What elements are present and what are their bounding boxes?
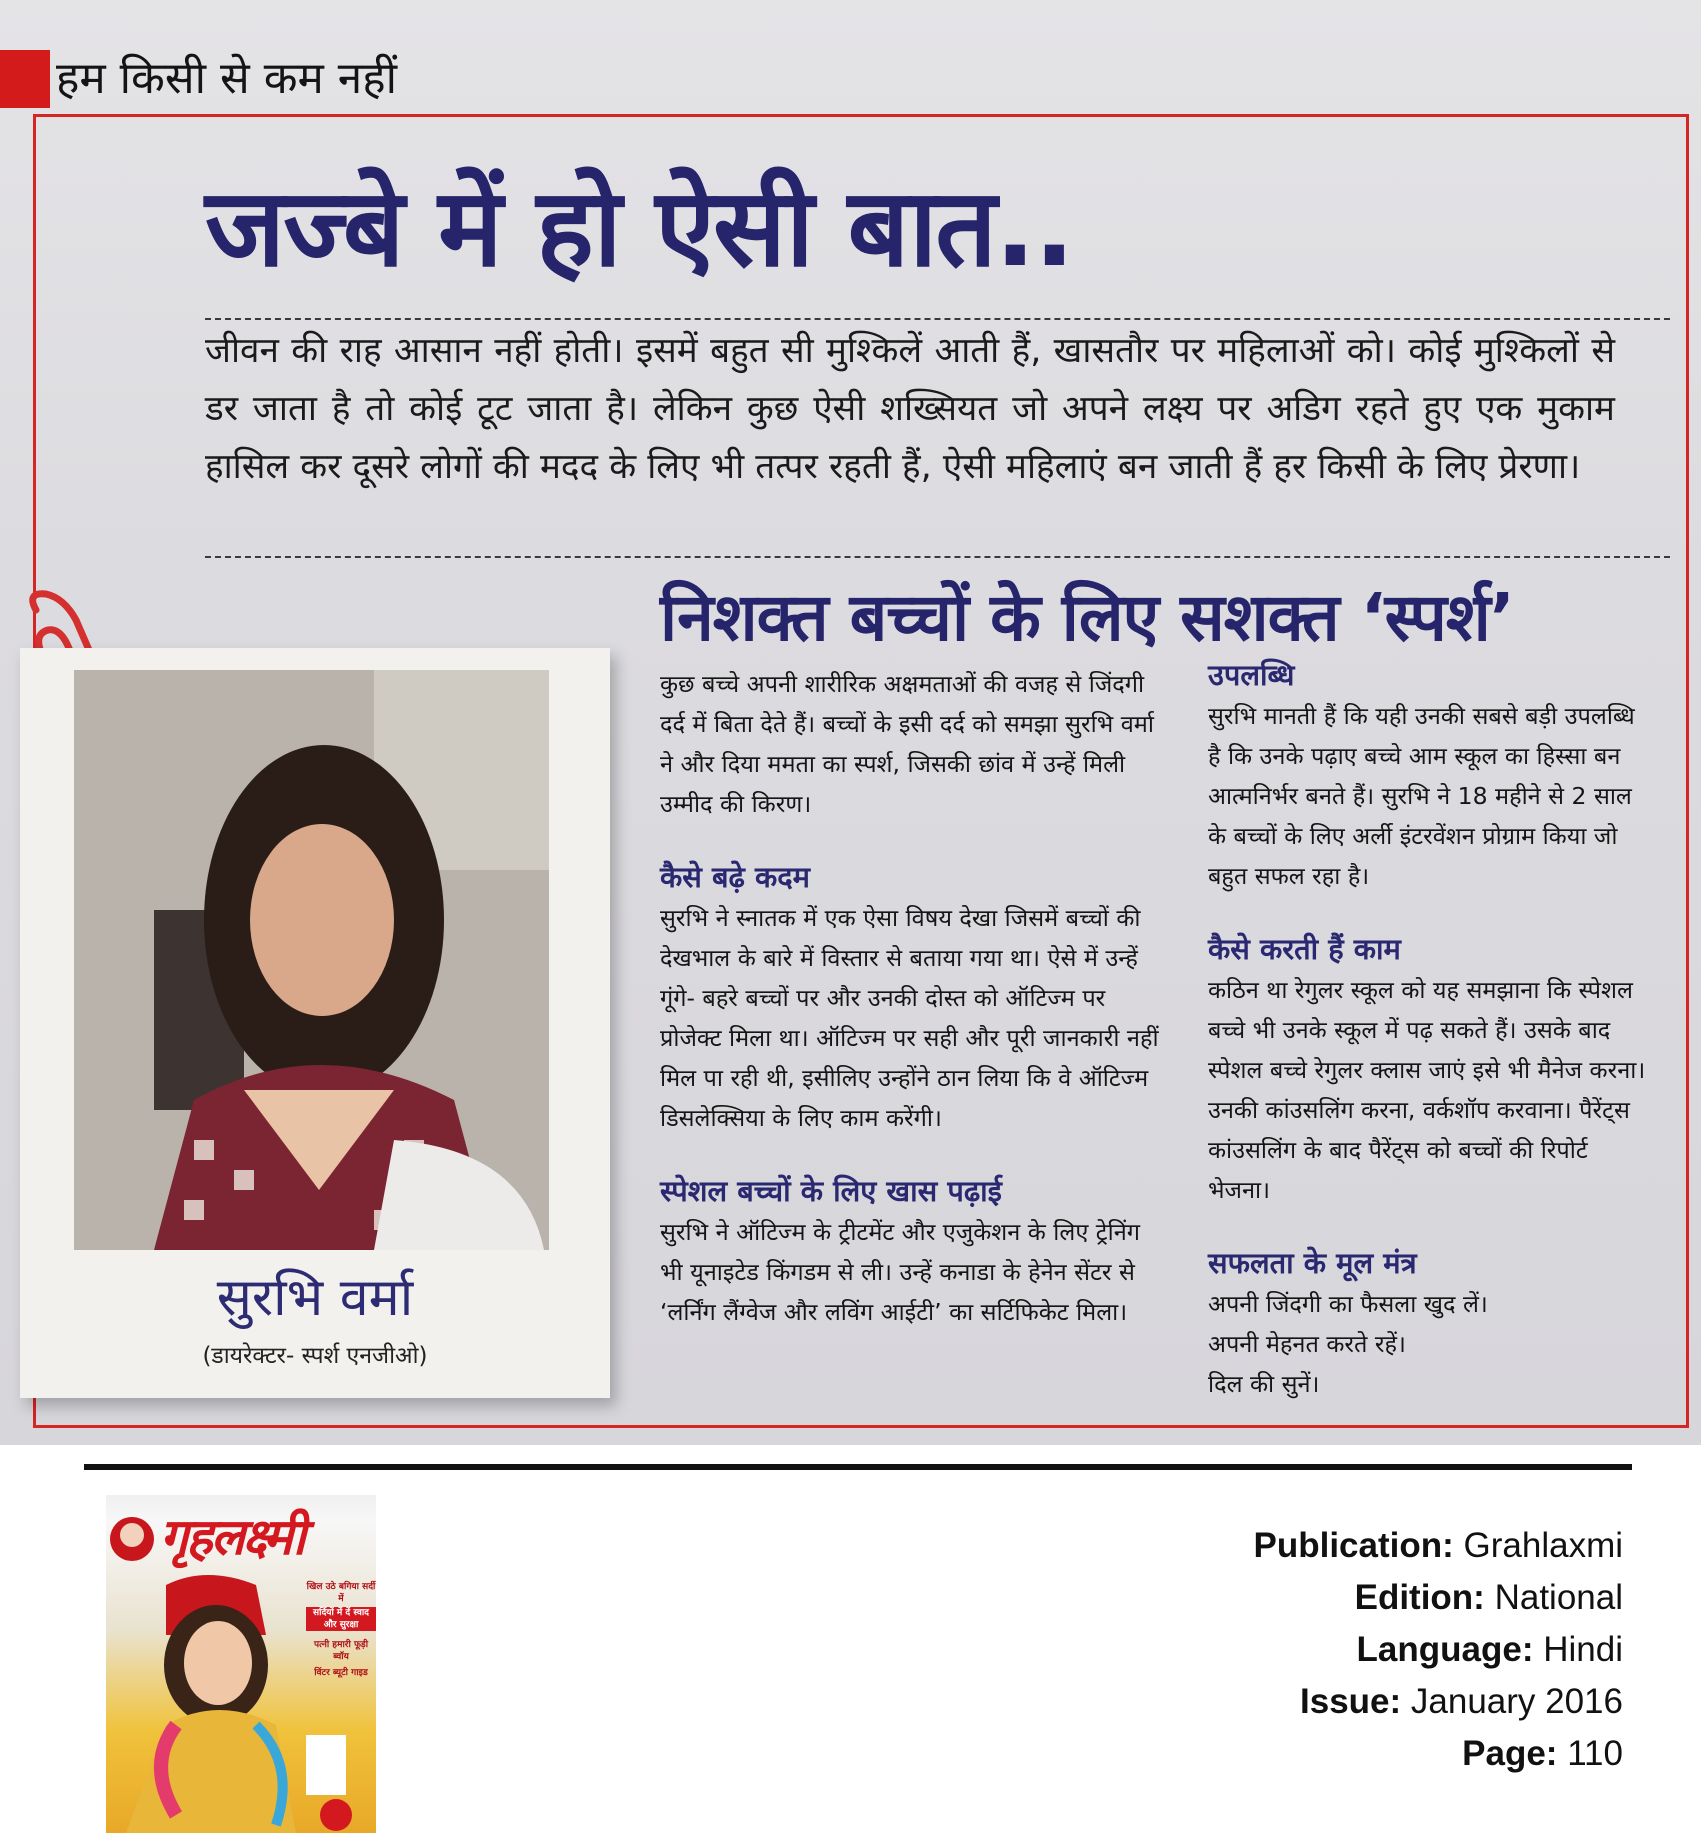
- article-column-middle: [660, 664, 1160, 1364]
- section-heading: स्पेशल बच्चों के लिए खास पढ़ाई: [660, 1174, 1002, 1208]
- lead-paragraph: कुछ बच्चे अपनी शारीरिक अक्षमताओं की वजह से जिंदगी दर्द में बिता देते हैं। बच्चों के इसी दर्द को समझा सुरभि वर्मा ने और दिया ममता का स्पर्श, जिसकी छांव में उन्हें मिली उम्मीद की किरण।: [660, 670, 1154, 818]
- meta-edition: Edition: National: [1354, 1578, 1623, 1617]
- mantra-line: अपनी जिंदगी का फैसला खुद लें।: [1208, 1290, 1488, 1318]
- section-heading: उपलब्धि: [1208, 658, 1295, 692]
- mantra-line: दिल की सुनें।: [1208, 1370, 1320, 1398]
- meta-language: Language: Hindi: [1356, 1630, 1623, 1669]
- headline: जज्बे में हो ऐसी बात..: [205, 166, 1073, 291]
- divider-top: [205, 318, 1670, 320]
- section-heading: कैसे करती हैं काम: [1208, 932, 1401, 966]
- cover-blurb: सर्दियों में दें स्वाद और सुरक्षा: [306, 1607, 376, 1631]
- meta-issue: Issue: January 2016: [1300, 1682, 1623, 1721]
- portrait-photo: [74, 670, 549, 1250]
- photo-caption-name: सुरभि वर्मा: [216, 1268, 414, 1328]
- separator-rule: [84, 1464, 1632, 1470]
- section-body: सुरभि ने स्नातक में एक ऐसा विषय देखा जिसमें बच्चों की देखभाल के बारे में विस्तार से बताया गया था। ऐसे में उन्हें गूंगे- बहरे बच्चों पर और उनकी दोस्त को ऑटिज्म पर प्रोजेक्ट मिला था। ऑटिज्म पर सही और पूरी जानकारी नहीं मिल पा रही थी, इसीलिए उन्होंने ठान लिया कि वे ऑटिज्म डिसलेक्सिया के लिए काम करेंगी।: [660, 904, 1159, 1132]
- magazine-cover: [106, 1495, 376, 1833]
- photo-card: [20, 648, 610, 1398]
- meta-page: Page: 110: [1462, 1734, 1623, 1773]
- cover-blurb: विंटर ब्यूटी गाइड: [314, 1668, 368, 1678]
- section-heading: सफलता के मूल मंत्र: [1208, 1246, 1417, 1280]
- section-tab-marker: [0, 50, 50, 108]
- cover-blurb: पत्नी हमारी फूड़ी ब्वॉय: [313, 1640, 369, 1662]
- mantra-line: अपनी मेहनत करते रहें।: [1208, 1330, 1406, 1358]
- section-label: हम किसी से कम नहीं: [56, 53, 397, 104]
- article-title: निशक्त बच्चों के लिए सशक्त ‘स्पर्श’: [660, 579, 1514, 656]
- meta-publication: Publication: Grahlaxmi: [1253, 1526, 1623, 1565]
- section-heading: कैसे बढ़े कदम: [660, 860, 810, 894]
- photo-caption-role: (डायरेक्टर- स्पर्श एनजीओ): [202, 1343, 428, 1369]
- portrait-illustration: [74, 670, 549, 1250]
- article-column-right: [1208, 654, 1653, 1404]
- section-body: सुरभि मानती हैं कि यही उनकी सबसे बड़ी उपलब्धि है कि उनके पढ़ाए बच्चे आम स्कूल का हिस्सा बन आत्मनिर्भर बनते हैं। सुरभि ने 18 महीने से 2 साल के बच्चों के लिए अर्ली इंटरवेंशन प्रोग्राम किया जो बहुत सफल रहा है।: [1208, 702, 1635, 890]
- section-body: सुरभि ने ऑटिज्म के ट्रीटमेंट और एजुकेशन के लिए ट्रेनिंग भी यूनाइटेड किंगडम से ली। उन्हें कनाडा के हेनेन सेंटर से ‘लर्निंग लैंग्वेज और लविंग आईटी’ का सर्टिफिकेट मिला।: [660, 1218, 1140, 1326]
- cover-blurb: खिल उठे बगिया सर्दी में: [306, 1582, 376, 1604]
- publication-metadata: [1254, 1520, 1624, 1780]
- divider-bottom: [205, 556, 1670, 558]
- cover-title: गृहलक्ष्मी: [160, 1508, 304, 1566]
- section-body: कठिन था रेगुलर स्कूल को यह समझाना कि स्पेशल बच्चे भी उनके स्कूल में पढ़ सकते हैं। उसके बाद स्पेशल बच्चे रेगुलर क्लास जाएं इसे भी मैनेज करना। उनकी कांउसलिंग करना, वर्कशॉप करवाना। पैरेंट्स कांउसलिंग के बाद पैरेंट्स को बच्चों की रिपोर्ट भेजना।: [1208, 976, 1646, 1204]
- intro-paragraph: जीवन की राह आसान नहीं होती। इसमें बहुत सी मुश्किलें आती हैं, खासतौर पर महिलाओं को। कोई मुश्किलों से डर जाता है तो कोई टूट जाता है। लेकिन कुछ ऐसी शख्सियत जो अपने लक्ष्य पर अडिग रहते हुए एक मुकाम हासिल कर दूसरे लोगों की मदद के लिए भी तत्पर रहती हैं, ऐसी महिलाएं बन जाती हैं हर किसी के लिए प्रेरणा।: [205, 331, 1615, 487]
